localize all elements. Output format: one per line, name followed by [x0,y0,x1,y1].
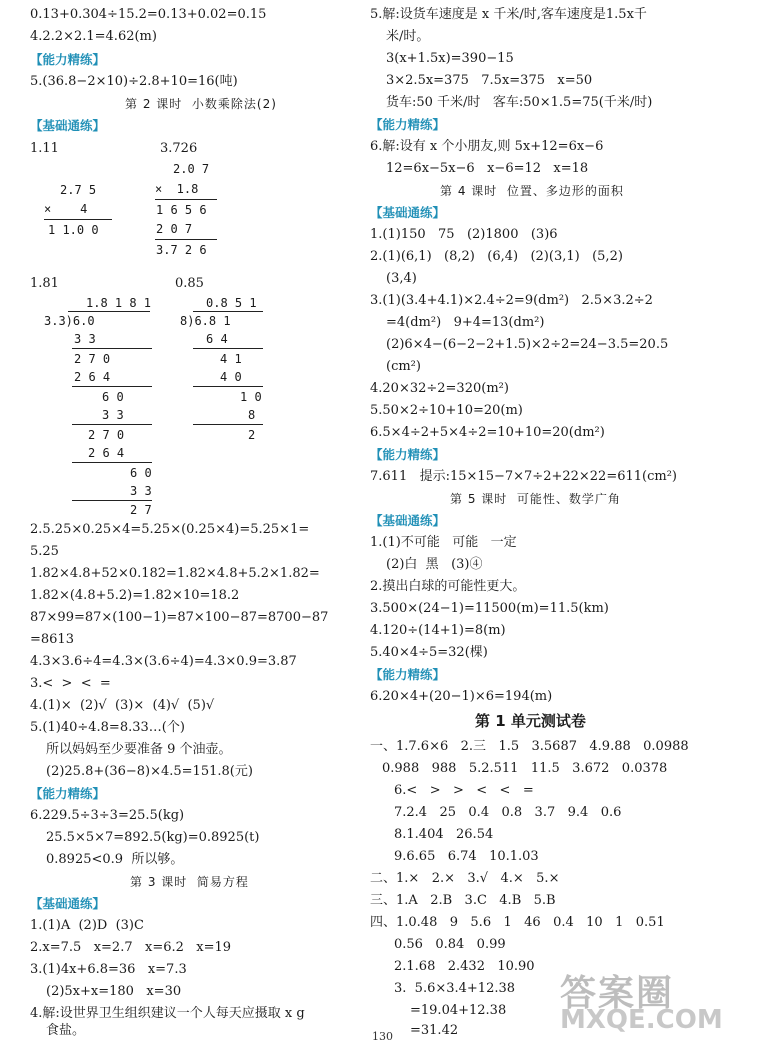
calc-rule [72,462,152,463]
calc-line: 1.8 1 8 1 [86,296,152,310]
answer-line: =19.04+12.38 [410,1003,507,1018]
calc-line: 2 6 4 [74,370,111,384]
answer-line: 所以妈妈至少要准备 9 个油壶。 [46,742,232,757]
answer-line: 6.20×4+(20−1)×6=194(m) [370,689,553,704]
answer-line: 9.6.65 6.74 10.1.03 [394,849,539,864]
answer-line: 6.解:设有 x 个小朋友,则 5x+12=6x−6 [370,139,604,154]
lesson-heading: 第 4 课时 位置、多边形的面积 [440,184,624,198]
section-tag: 【基础通练】 [370,513,446,528]
answer-line: 2.x=7.5 x=2.7 x=6.2 x=19 [30,940,232,955]
answer-line: 3.< > < = [30,676,111,691]
answer-line: 6.5×4÷2+5×4÷2=10+10=20(dm²) [370,425,605,440]
section-tag: 【能力精练】 [30,786,106,801]
calc-line: 3.3)6.0 [44,314,95,328]
calc-line: 6 4 [206,332,228,346]
answer-line: 4.20×32÷2=320(m²) [370,381,509,396]
calc-line: 3 3 [102,408,124,422]
calc-line: 8)6.8 1 [180,314,231,328]
unit-test-title: 第 1 单元测试卷 [475,712,586,730]
answer-line: (2)25.8+(36−8)×4.5=151.8(元) [46,764,253,779]
answer-line: 1.81 [30,276,59,291]
calc-line: 4 0 [220,370,242,384]
answer-line: 四、1.0.48 9 5.6 1 46 0.4 10 1 0.51 [370,915,665,930]
answer-line: 2.1.68 2.432 10.90 [394,959,535,974]
calc-line: 6 0 [130,466,152,480]
answer-line: 7.2.4 25 0.4 0.8 3.7 9.4 0.6 [394,805,622,820]
answer-line: 5.50×2÷10+10=20(m) [370,403,523,418]
answer-line: 3×2.5x=375 7.5x=375 x=50 [386,73,593,88]
answer-line: 1.82×4.8+52×0.182=1.82×4.8+5.2×1.82= [30,566,320,581]
calc-line: 2 7 0 [74,352,111,366]
calc-line: 1 6 5 6 [156,203,207,217]
calc-line: 2 7 0 [88,428,125,442]
calc-rule [193,348,263,349]
answer-line: 1.(1)不可能 可能 一定 [370,535,517,550]
page-number: 130 [372,1030,393,1043]
section-tag: 【基础通练】 [30,118,106,133]
answer-line: 7.611 提示:15×15−7×7÷2+22×22=611(cm²) [370,469,677,484]
calc-line: 2.7 5 [60,183,97,197]
answer-line: 5.40×4÷5=32(棵) [370,645,488,660]
calc-line: 1 1.0 0 [48,223,99,237]
answer-line: =4(dm²) 9+4=13(dm²) [386,315,545,330]
answer-line: 3. 5.6×3.4+12.38 [394,981,516,996]
answer-line: 米/时。 [386,29,430,44]
answer-line: 0.8925<0.9 所以够。 [46,852,184,867]
answer-line: 6.< > > < < = [394,783,534,798]
answer-line: 12=6x−5x−6 x−6=12 x=18 [386,161,589,176]
answer-line: 4.120÷(14+1)=8(m) [370,623,506,638]
watermark-logo: 答案圈 [560,973,675,1014]
answer-line: 二、1.× 2.× 3.√ 4.× 5.× [370,871,560,886]
calc-line: 2.0 7 [173,162,210,176]
answer-line: (cm²) [386,359,421,374]
answer-line: 3.726 [160,141,198,156]
lesson-heading: 第 2 课时 小数乘除法(2) [125,97,277,111]
answer-line: 6.229.5÷3÷3=25.5(kg) [30,808,185,823]
calc-rule [155,199,217,200]
answer-line: 3.(1)(3.4+4.1)×2.4÷2=9(dm²) 2.5×3.2÷2 [370,293,653,308]
calc-line: 3 3 [74,332,96,346]
calc-line: 4 1 [220,352,242,366]
answer-line: 5.解:设货车速度是 x 千米/时,客车速度是1.5x千 [370,7,647,22]
answer-line: 货车:50 千米/时 客车:50×1.5=75(千米/时) [386,95,653,110]
answer-line: (3,4) [386,271,417,286]
answer-line: 0.85 [175,276,204,291]
calc-line: 2 6 4 [88,446,125,460]
calc-rule [155,239,217,240]
answer-line: 一、1.7.6×6 2.三 1.5 3.5687 4.9.88 0.0988 [370,739,689,754]
answer-line: 25.5×5×7=892.5(kg)=0.8925(t) [46,830,260,845]
answer-line: 0.13+0.304÷15.2=0.13+0.02=0.15 [30,7,267,22]
section-tag: 【能力精练】 [370,117,446,132]
calc-line: 2 7 [130,503,152,517]
answer-line: 2.5.25×0.25×4=5.25×(0.25×4)=5.25×1= [30,522,310,537]
section-tag: 【能力精练】 [370,447,446,462]
answer-line: 4.(1)× (2)√ (3)× (4)√ (5)√ [30,698,215,713]
calc-line: 0.8 5 1 [206,296,257,310]
answer-line: 0.988 988 5.2.511 11.5 3.672 0.0378 [382,761,668,776]
calc-line: × 4 [44,202,88,216]
answer-line: 87×99=87×(100−1)=87×100−87=8700−87 [30,610,329,625]
answer-line: (2)5x+x=180 x=30 [46,984,182,999]
answer-line: 5.(36.8−2×10)÷2.8+10=16(吨) [30,74,238,89]
watermark-url: MXQE.COM [560,1005,723,1035]
section-tag: 【基础通练】 [370,205,446,220]
section-tag: 【基础通练】 [30,896,106,911]
answer-line: 8.1.404 26.54 [394,827,494,842]
lesson-heading: 第 3 课时 简易方程 [130,875,249,889]
answer-line: 1.(1)A (2)D (3)C [30,918,144,933]
calc-line: 2 0 7 [156,222,193,236]
answer-line: (2)白 黑 (3)④ [386,557,483,572]
answer-line: 0.56 0.84 0.99 [394,937,506,952]
calc-line: 8 [248,408,256,422]
answer-line: 2.(1)(6,1) (8,2) (6,4) (2)(3,1) (5,2) [370,249,623,264]
answer-line: 3(x+1.5x)=390−15 [386,51,514,66]
answer-line: =31.42 [410,1023,459,1038]
section-tag: 【能力精练】 [30,52,106,67]
calc-rule [44,219,112,220]
answer-line: 1.(1)150 75 (2)1800 (3)6 [370,227,558,242]
calc-line: 1 0 [240,390,262,404]
calc-line: 3 3 [130,484,152,498]
calc-line: 6 0 [102,390,124,404]
answer-line: 5.25 [30,544,59,559]
answer-line: =8613 [30,632,74,647]
calc-rule [72,348,152,349]
answer-line: 食盐。 [46,1023,86,1038]
answer-line: 3.(1)4x+6.8=36 x=7.3 [30,962,187,977]
calc-line: 3.7 2 6 [156,243,207,257]
lesson-heading: 第 5 课时 可能性、数学广角 [450,492,621,506]
answer-line: 1.11 [30,141,59,156]
answer-line: 2.摸出白球的可能性更大。 [370,579,526,594]
answer-line: 5.(1)40÷4.8=8.33…(个) [30,720,185,735]
calc-rule [72,424,152,425]
calc-rule [72,386,152,387]
calc-line: 2 [248,428,256,442]
calc-rule [193,424,263,425]
answer-line: 三、1.A 2.B 3.C 4.B 5.B [370,893,556,908]
answer-line: 4.2.2×2.1=4.62(m) [30,29,157,44]
calc-line: × 1.8 [155,182,199,196]
answer-line: (2)6×4−(6−2−2+1.5)×2÷2=24−3.5=20.5 [386,337,669,352]
section-tag: 【能力精练】 [370,667,446,682]
answer-line: 4.3×3.6÷4=4.3×(3.6÷4)=4.3×0.9=3.87 [30,654,297,669]
calc-rule [193,386,263,387]
answer-line: 3.500×(24−1)=11500(m)=11.5(km) [370,601,609,616]
answer-line: 4.解:设世界卫生组织建议一个人每天应摄取 x g [30,1006,305,1021]
answer-line: 1.82×(4.8+5.2)=1.82×10=18.2 [30,588,240,603]
